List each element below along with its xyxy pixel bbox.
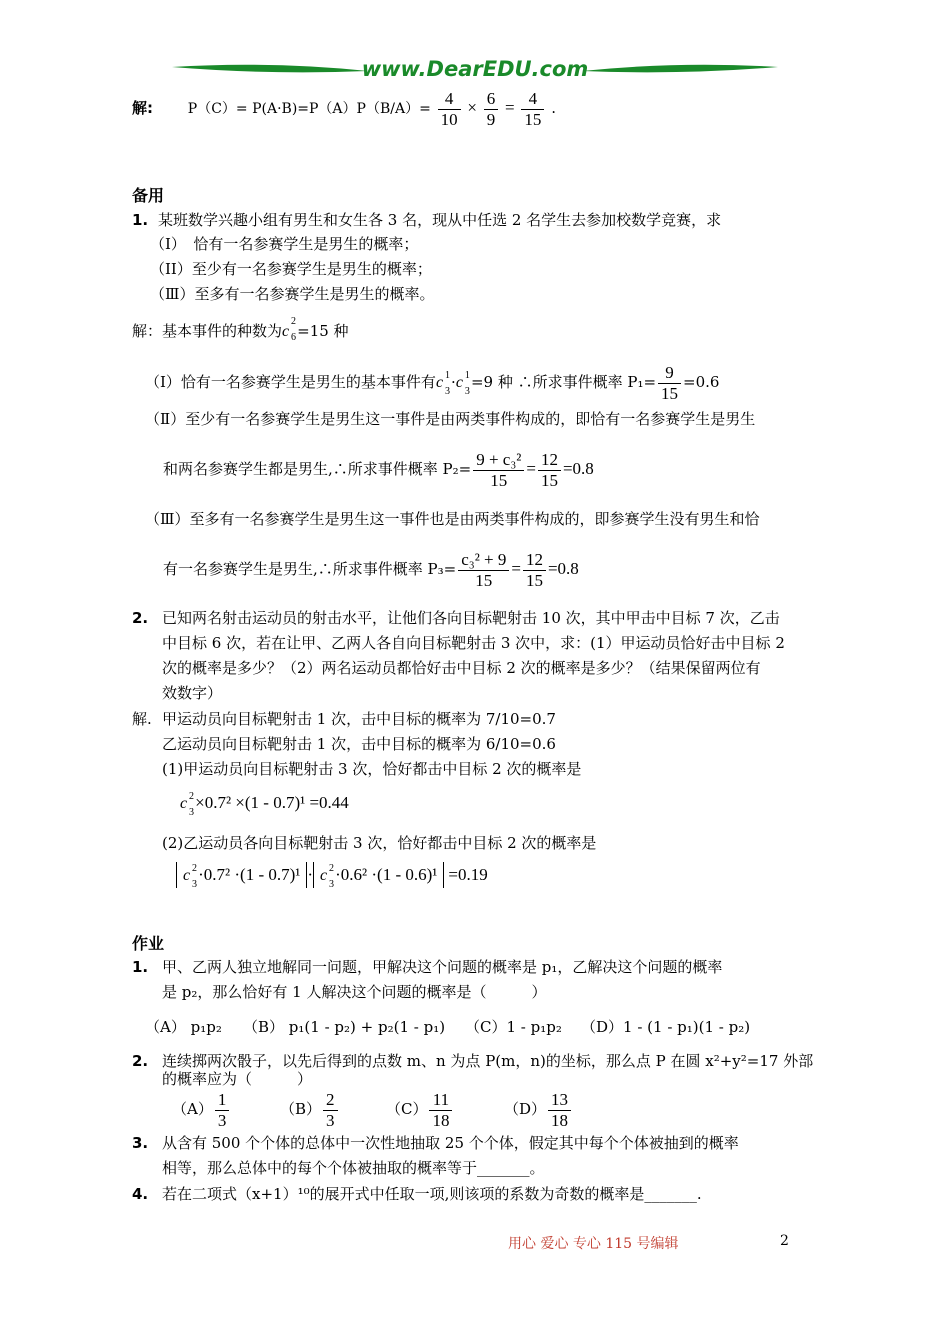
solution-1-part-1: （Ⅰ）恰有一名参赛学生是男生的基本事件有c 1 3 ·c 1 3 =9 种 ∴所求事件概率 P₁= $\frac{9}{15}$ =0.6 xyxy=(145,362,720,403)
solution-2-line: (2)乙运动员各向目标靶射击 3 次，恰好都击中目标 2 次的概率是 xyxy=(162,834,597,852)
formula-1: c 2 3 ×0.7² ×(1 - 0.7)¹ =0.44 xyxy=(180,791,349,818)
question-1: 1. 某班数学兴趣小组有男生和女生各 3 名，现从中任选 2 名学生去参加校数学竞赛，求 xyxy=(132,211,722,229)
hw-question-4: 4. 若在二项式（x+1）¹⁰的展开式中任取一项,则该项的系数为奇数的概率是_______. xyxy=(132,1185,702,1203)
combination-c62: c 2 6 xyxy=(282,316,297,343)
solution-2: 解. 甲运动员向目标靶射击 1 次，击中目标的概率为 7/10=0.7 xyxy=(132,710,556,728)
solution-2-line: (1)甲运动员向目标靶射击 3 次，恰好都击中目标 2 次的概率是 xyxy=(162,760,582,778)
fraction: $\frac{11}{18}$ xyxy=(429,1090,452,1131)
fraction: $\frac{2}{3}$ xyxy=(323,1090,338,1131)
fraction: $\frac{9}{15}$ xyxy=(658,363,681,404)
question-2: 2. 已知两名射击运动员的射击水平，让他们各向目标靶射击 10 次，其中甲击中目标 7 次，乙击 xyxy=(132,609,780,627)
fraction: $\frac{6}{9}$ xyxy=(484,89,499,130)
site-logo-text: www.DearEDU.com xyxy=(361,57,589,81)
fraction: $\frac{4}{15}$ xyxy=(521,89,544,130)
question-1-part: （II）至少有一名参赛学生是男生的概率； xyxy=(150,260,432,278)
hw-question-2-text: 的概率应为（ ） xyxy=(162,1070,313,1088)
hw-question-3-text: 相等，那么总体中的每个个体被抽取的概率等于_______。 xyxy=(162,1159,545,1177)
fraction: $\frac{12}{15}$ xyxy=(523,550,546,591)
hw-question-2: 2. 连续掷两次骰子，以先后得到的点数 m、n 为点 P(m，n)的坐标，那么点 P 在圆 x²+y²=17 外部 xyxy=(132,1052,814,1070)
header-banner xyxy=(170,55,780,85)
fraction: $\frac{4}{10}$ xyxy=(438,89,461,130)
banner-swoosh-left xyxy=(170,55,370,85)
section-heading-spare: 备用 xyxy=(132,186,165,205)
hw-question-3: 3. 从含有 500 个个体的总体中一次性地抽取 25 个个体，假定其中每个个体被抽到的概率 xyxy=(132,1134,739,1152)
solution-label: 解: xyxy=(132,99,153,117)
question-1-part: （Ⅲ）至多有一名参赛学生是男生的概率。 xyxy=(150,285,435,303)
hw-question-1-text: 是 p₂，那么恰好有 1 人解决这个问题的概率是（ ） xyxy=(162,983,547,1001)
fraction: $\frac{13}{18}$ xyxy=(548,1090,571,1131)
solution-1-part-3-line1: （Ⅲ）至多有一名参赛学生是男生这一事件也是由两类事件构成的，即参赛学生没有男生和恰 xyxy=(145,510,760,528)
hw-question-2-options: （A） $\frac{1}{3}$ （B） $\frac{2}{3}$ （C） $\frac{11}{18}$ （D） $\frac{13}{18}$ xyxy=(172,1086,573,1132)
formula-2: c 2 3 ·0.7² ·(1 - 0.7)¹ · c 2 3 ·0.6² ·(1 - 0.6)¹ =0.19 xyxy=(176,862,488,888)
section-heading-homework: 作业 xyxy=(132,934,165,953)
solution-expr: P（C）= P(A·B)=P（A）P（B/A）= xyxy=(187,101,431,117)
hw-question-1: 1. 甲、乙两人独立地解同一问题，甲解决这个问题的概率是 p₁，乙解决这个问题的概率 xyxy=(132,958,723,976)
hw-question-1-options: （A） p₁p₂ （B） p₁(1 - p₂) + p₂(1 - p₁) （C）1 - p₁p₂ （D）1 - (1 - p₁)(1 - p₂) xyxy=(145,1018,751,1036)
solution-1-part-3-line2: 有一名参赛学生是男生,∴所求事件概率 P₃= $\frac{\text{c₃² + 9}}{15}$ = $\frac{12}{15}$ =0.8 xyxy=(163,549,579,590)
fraction: $\frac{\text{c₃² + 9}}{15}$ xyxy=(458,550,509,591)
fraction: $\frac{1}{3}$ xyxy=(215,1090,230,1131)
banner-swoosh-right xyxy=(580,55,780,85)
solution-2-line: 乙运动员向目标靶射击 1 次，击中目标的概率为 6/10=0.6 xyxy=(162,735,556,753)
question-1-part: （I） 恰有一名参赛学生是男生的概率； xyxy=(150,235,419,253)
page-number: 2 xyxy=(780,1233,789,1249)
fraction: $\frac{\text{9 + c₃²}}{15}$ xyxy=(473,450,524,491)
fraction: $\frac{12}{15}$ xyxy=(538,450,561,491)
solution-1-part-2-line2: 和两名参赛学生都是男生,∴所求事件概率 P₂= $\frac{\text{9 + c₃²}}{15}$ = $\frac{12}{15}$ =0.8 xyxy=(163,449,594,490)
question-2-text: 中目标 6 次，若在让甲、乙两人各自向目标靶射击 3 次中，求：(1）甲运动员恰好击中目标 2 xyxy=(162,634,785,652)
question-2-text: 次的概率是多少？（2）两名运动员都恰好击中目标 2 次的概率是多少？（结果保留两位有 xyxy=(162,659,761,677)
solution-1-part-2-line1: （Ⅱ）至少有一名参赛学生是男生这一事件是由两类事件构成的，即恰有一名参赛学生是男生 xyxy=(145,410,756,428)
question-2-text: 效数字） xyxy=(162,684,223,702)
footer-text: 用心 爱心 专心 115 号编辑 xyxy=(508,1236,679,1252)
top-solution: 解: P（C）= P(A·B)=P（A）P（B/A）= $\frac{4}{10}$ × $\frac{6}{9}$ = $\frac{4}{15}$ . xyxy=(132,88,556,129)
solution-1-intro: 解：基本事件的种数为c 2 6 =15 种 xyxy=(132,316,349,343)
